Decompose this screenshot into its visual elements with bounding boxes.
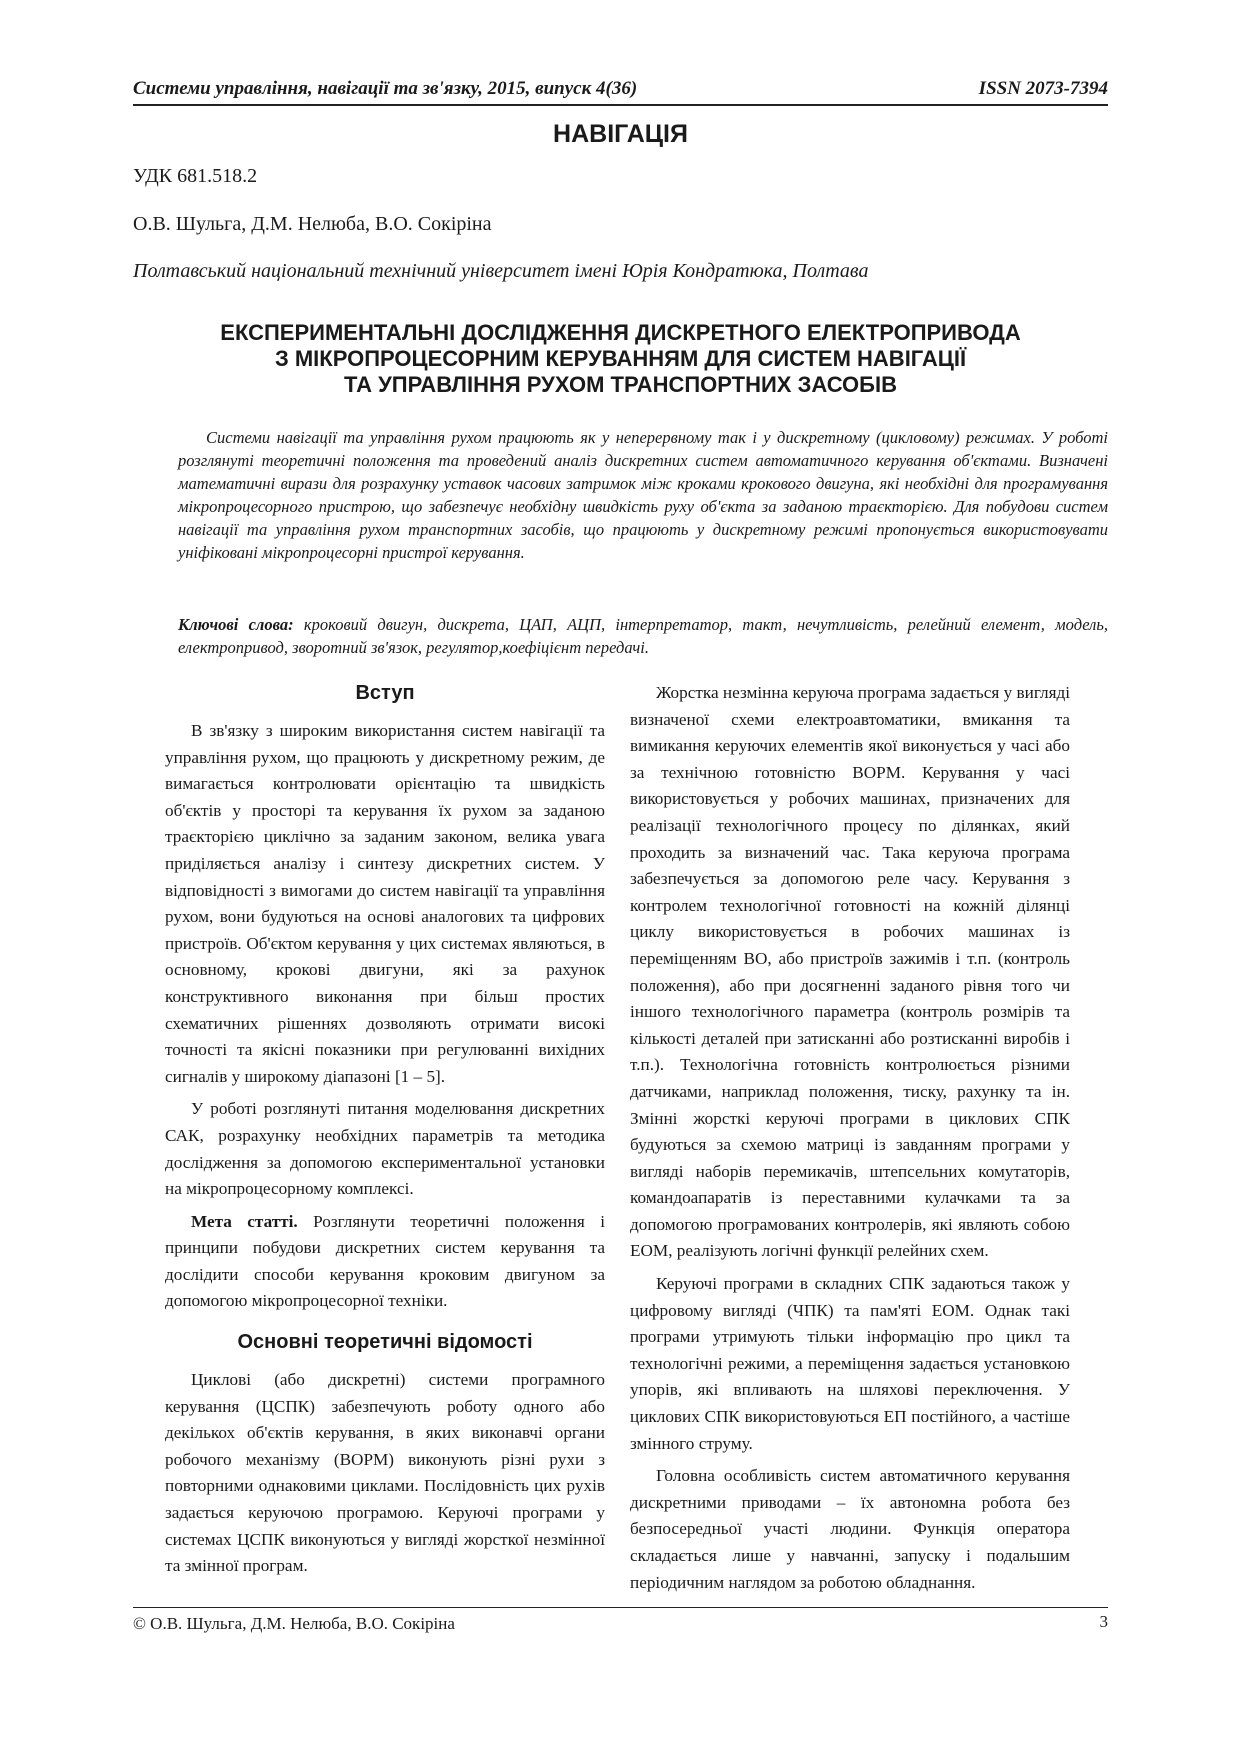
right-paragraph-2: Керуючі програми в складних СПК задаються також у цифровому вигляді (ЧПК) та пам'яті ЕОМ. Однак такі програми утримують тільки інформацію про цикл та технологічні режими, а переміщення задається установкою упорів, які впливають на шляхові переключення. У циклових СПК використовуються ЕП постійного, а частіше змінного струму. xyxy=(630,1274,1070,1453)
keywords-text: кроковий двигун, дискрета, ЦАП, АЦП, інтерпретатор, такт, нечутливість, релейний елемент, модель, електропривод, зворотний зв'язок, регулятор,коефіцієнт передачі. xyxy=(178,615,1108,657)
left-column xyxy=(165,680,605,1586)
keywords-label: Ключові слова: xyxy=(178,615,294,634)
affiliation: Полтавський національний технічний університет імені Юрія Кондратюка, Полтава xyxy=(133,260,869,282)
page-number: 3 xyxy=(1099,1612,1108,1631)
copyright: © О.В. Шульга, Д.М. Нелюба, В.О. Сокіріна xyxy=(133,1614,455,1633)
abstract: Системи навігації та управління рухом працюють як у неперервному так і у дискретному (цикловому) режимах. У роботі розглянуті теоретичні положення та проведений аналіз дискретних систем автоматичного керування об'єктами. Визначені математичні вирази для розрахунку уставок часових затримок між кроками крокового двигуна, які необхідні для програмування мікропроцесорного пристрою, що забезпечує необхідну швидкість руху об'єкта за заданою траєкторією. Для побудови систем навігації та управління рухом транспортних засобів, що працюють у дискретному режимі пропонується використовувати уніфіковані мікропроцесорні пристрої керування. xyxy=(178,428,1108,562)
right-column xyxy=(630,680,1070,1602)
title-line-2: З МІКРОПРОЦЕСОРНИМ КЕРУВАННЯМ ДЛЯ СИСТЕМ НАВІГАЦІЇ xyxy=(274,346,967,371)
authors: О.В. Шульга, Д.М. Нелюба, В.О. Сокіріна xyxy=(133,213,492,235)
section-title: НАВІГАЦІЯ xyxy=(553,120,688,148)
goal-paragraph xyxy=(165,1209,605,1315)
keywords xyxy=(178,613,1108,659)
intro-paragraph-2: У роботі розглянуті питання моделювання дискретних САК, розрахунку необхідних параметрів та методика дослідження за допомогою експериментальної установки на мікропроцесорному комплексі. xyxy=(165,1099,605,1199)
intro-paragraph-1: В зв'язку з широким використання систем навігації та управління рухом, що працюють у дискретному режим, де вимагається контролювати орієнтацію та швидкість об'єктів у просторі та керування їх рухом за заданою траєкторією циклічно за заданим законом, велика увага приділяється аналізу і синтезу дискретних систем. У відповідності з вимогами до систем навігації та управління рухом, вони будуються на основі аналогових та цифрових пристроїв. Об'єктом керування у цих системах являються, в основному, крокові двигуни, які за рахунок конструктивного виконання при більш простих схематичних рішеннях дозволяють отримати високі точності та якісні показники при регулюванні вихідних сигналів у широкому діапазоні [1 – 5]. xyxy=(165,721,605,1086)
right-paragraph-3: Головна особливість систем автоматичного керування дискретними приводами – їх автономна робота без безпосередньої участі людини. Функція оператора складається лише у навчанні, запуску і подальшим періодичним наглядом за роботою обладнання. xyxy=(630,1466,1070,1592)
article-title xyxy=(133,320,1108,398)
header-divider xyxy=(133,104,1108,106)
theory-paragraph-1: Циклові (або дискретні) системи програмного керування (ЦСПК) забезпечують роботу одного або декількох об'єктів керування, в яких виконавчі органи робочого механізму (ВОРМ) виконують різні рухи з повторними однаковими циклами. Послідовність цих рухів задається керуючою програмою. Керуючі програми у системах ЦСПК виконуються у вигляді жорсткої незмінної та змінної програм. xyxy=(165,1370,605,1576)
goal-label: Мета статті. xyxy=(191,1211,298,1231)
title-line-1: ЕКСПЕРИМЕНТАЛЬНІ ДОСЛІДЖЕННЯ ДИСКРЕТНОГО ЕЛЕКТРОПРИВОДА xyxy=(220,320,1021,345)
issn: ISSN 2073-7394 xyxy=(978,78,1108,99)
title-line-3: ТА УПРАВЛІННЯ РУХОМ ТРАНСПОРТНИХ ЗАСОБІВ xyxy=(344,372,897,397)
heading-introduction: Вступ xyxy=(355,682,415,704)
right-paragraph-1: Жорстка незмінна керуюча програма задається у вигляді визначеної схеми електроавтоматики, вмикання та вимикання керуючих елементів якої виконується у часі або за технічною готовністю ВОРМ. Керування у часі використовується у робочих машинах, призначених для реалізації технологічного процесу по ділянках, який проходить за визначений час. Така керуюча програма забезпечується за допомогою реле часу. Керування з контролем технологічної готовності на кожній ділянці циклу використовується в робочих машинах із переміщенням ВО, або пристроїв зажимів і т.п. (контроль положення), або при досягненні заданого рівня того чи іншого технологічного параметра (контроль розмірів та кількості деталей при затисканні або розтисканні виробів і т.п.). Технологічна готовність контролюється різними датчиками, наприклад положення, тиску, рахунку та ін. Змінні жорсткі керуючі програми в циклових СПК будуються за схемою матриці із завданням програми у вигляді наборів перемикачів, штепсельних комутаторів, командоапаратів із переставними кулачками та за допомогою програмованих контролерів, які являють собою ЕОМ, реалізують логічні функції релейних схем. xyxy=(630,683,1070,1261)
udc-code: УДК 681.518.2 xyxy=(133,165,258,187)
footer-divider xyxy=(133,1607,1108,1608)
journal-header: Системи управління, навігації та зв'язку, 2015, випуск 4(36) xyxy=(133,78,638,99)
heading-theory: Основні теоретичні відомості xyxy=(237,1331,533,1354)
goal-text: Розглянути теоретичні положення і принципи побудови дискретних систем керування та дослідити способи керування кроковим двигуном за допомогою мікропроцесорної техніки. xyxy=(165,1211,605,1311)
